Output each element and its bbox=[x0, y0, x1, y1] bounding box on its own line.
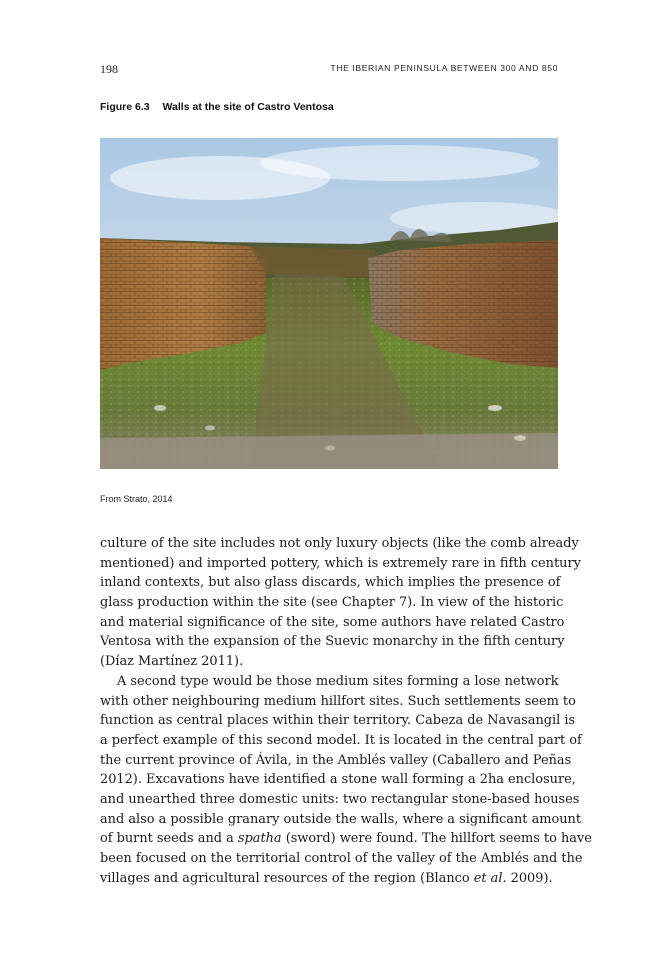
text-line: with other neighbouring medium hillfort sites. Such settlements seem to bbox=[100, 693, 576, 709]
text-line: Ventosa with the expansion of the Suevic monarchy in the fifth century bbox=[100, 634, 565, 650]
figure-credit: From Strato, 2014 bbox=[100, 494, 173, 504]
page-number: 198 bbox=[100, 62, 118, 76]
text-line: (Díaz Martínez 2011). bbox=[100, 654, 244, 670]
figure-title: Walls at the site of Castro Ventosa bbox=[162, 101, 334, 113]
text-line: been focused on the territorial control of the valley of the Amblés and the bbox=[100, 851, 583, 866]
text-line bbox=[100, 829, 592, 849]
italic-term: spatha bbox=[237, 831, 282, 847]
text-segment: 2009). bbox=[506, 870, 553, 886]
text-segment: (sword) were found. The hillfort seems to have bbox=[281, 831, 592, 847]
text-line: function as central places within their territory. Cabeza de Navasangil is bbox=[100, 713, 576, 729]
running-header bbox=[100, 62, 558, 78]
italic-term: et al. bbox=[473, 870, 507, 886]
text-line bbox=[100, 869, 558, 889]
figure-photo bbox=[100, 138, 558, 469]
text-line: 2012). Excavations have identified a stone wall forming a 2ha enclosure, bbox=[100, 772, 576, 788]
figure-label: Figure 6.3 bbox=[100, 101, 150, 113]
body-text bbox=[100, 534, 592, 888]
paragraph-2 bbox=[100, 672, 592, 889]
text-line: a perfect example of this second model. It is located in the central part of bbox=[100, 732, 582, 748]
text-segment: of burnt seeds and a bbox=[100, 831, 238, 847]
text-line: glass production within the site (see Chapter 7). In view of the historic bbox=[100, 595, 564, 611]
text-line: culture of the site includes not only luxury objects (like the comb already bbox=[100, 536, 579, 551]
running-title: THE IBERIAN PENINSULA BETWEEN 300 AND 850 bbox=[330, 63, 558, 73]
text-line: and unearthed three domestic units: two rectangular stone-based houses bbox=[100, 791, 580, 807]
text-line: A second type would be those medium sites forming a lose network bbox=[117, 673, 559, 689]
text-line: the current province of Ávila, in the Amblés valley (Caballero and Peñas bbox=[100, 752, 572, 768]
paragraph-1 bbox=[100, 534, 581, 672]
text-line: mentioned) and imported pottery, which is extremely rare in fifth century bbox=[100, 555, 581, 571]
figure-caption bbox=[100, 101, 334, 113]
text-line: inland contexts, but also glass discards, which implies the presence of bbox=[100, 575, 561, 591]
text-line: and also a possible granary outside the walls, where a significant amount bbox=[100, 811, 582, 827]
text-segment: villages and agricultural resources of the region (Blanco bbox=[100, 870, 474, 886]
text-line: and material significance of the site, some authors have related Castro bbox=[100, 614, 565, 630]
